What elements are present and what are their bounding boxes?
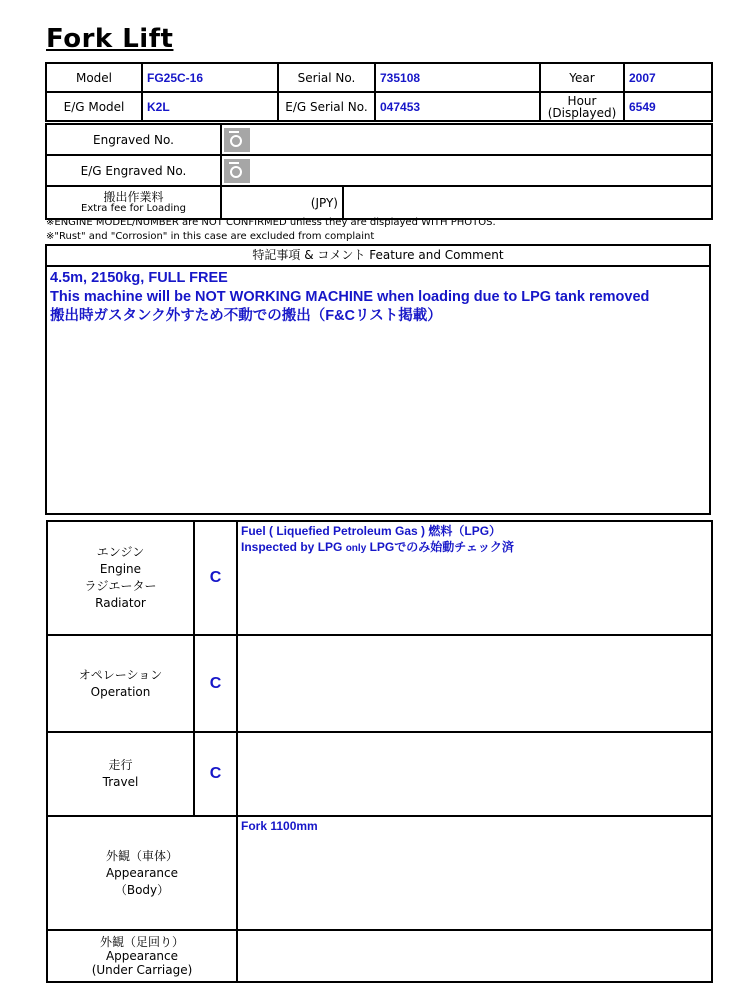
feature-body [47,267,709,328]
condition-row-engine [47,521,712,635]
document-title: Fork Lift [46,24,174,54]
body-comment: Fork 1100mm [237,816,712,930]
travel-comment [237,732,712,816]
eg-model-label: E/G Model [46,92,142,121]
spec-row-eg [46,92,712,121]
extra-fee-value [343,186,712,219]
eg-engraved-label: E/G Engraved No. [46,155,221,186]
under-carriage-comment [237,930,712,982]
under-label-en-2: (Under Carriage) [91,963,193,977]
engine-comment-line-1: Fuel ( Liquefied Petroleum Gas ) 燃料（LPG） [241,524,502,538]
eg-model-value: K2L [142,92,278,121]
engine-comment-part-b: only [345,543,367,554]
model-value: FG25C-16 [142,63,278,92]
extra-fee-label [46,186,221,219]
operation-comment [237,635,712,732]
camera-icon [224,159,250,183]
extra-fee-row [46,186,712,219]
serial-value: 735108 [375,63,540,92]
condition-row-operation [47,635,712,732]
notes [46,216,496,244]
travel-label [47,732,194,816]
feature-line-1: 4.5m, 2150kg, FULL FREE [50,270,228,286]
travel-label-jp: 走行 [108,758,133,772]
body-label-en-2: （Body） [114,882,170,897]
eg-serial-label: E/G Serial No. [278,92,375,121]
engine-grade: C [194,521,237,635]
operation-grade: C [194,635,237,732]
condition-table [46,520,713,983]
condition-row-under-carriage [47,930,712,982]
engraved-row [46,124,712,155]
condition-row-travel [47,732,712,816]
body-label-en-1: Appearance [105,865,179,880]
travel-label-en: Travel [102,775,139,789]
hour-label [540,92,624,121]
engine-comment-part-a: Inspected by LPG [241,540,346,554]
year-value: 2007 [624,63,712,92]
condition-row-body [47,816,712,930]
note-line-1: ※ENGINE MODEL/NUMBER are NOT CONFIRMED unless they are displayed WITH PHOTOS. [46,217,496,228]
feature-header: 特記事項 & コメント Feature and Comment [47,246,709,267]
eg-engraved-row [46,155,712,186]
eg-serial-value: 047453 [375,92,540,121]
radiator-label-jp: ラジエーター [84,579,157,593]
spec-table [45,62,713,122]
eg-engraved-value [221,155,712,186]
engraved-table [45,123,713,220]
radiator-label-en: Radiator [95,596,146,610]
hour-label-line2: (Displayed) [547,105,617,120]
operation-label-jp: オペレーション [78,667,163,682]
under-label-en-1: Appearance [105,949,179,963]
spec-row-model [46,63,712,92]
model-label: Model [46,63,142,92]
under-label-jp: 外観（足回り） [99,935,184,949]
engine-comment [237,521,712,635]
camera-icon [224,128,250,152]
engine-label-en: Engine [99,562,142,576]
hour-value: 6549 [624,92,712,121]
body-label [47,816,237,930]
operation-label [47,635,194,732]
note-line-2: ※"Rust" and "Corrosion" in this case are excluded from complaint [46,231,375,242]
engraved-value [221,124,712,155]
engine-comment-line-2 [241,539,708,557]
hour-label-line1: Hour [567,93,597,108]
engraved-label: Engraved No. [46,124,221,155]
engine-comment-part-c: LPGでのみ始動チェック済 [366,540,514,554]
body-label-jp: 外観（車体） [105,848,178,863]
serial-label: Serial No. [278,63,375,92]
engine-label [47,521,194,635]
extra-fee-label-jp: 搬出作業料 [103,189,164,204]
engine-label-jp: エンジン [96,545,145,559]
currency-label: (JPY) [221,186,343,219]
feature-line-2: This machine will be NOT WORKING MACHINE when loading due to LPG tank removed [50,289,650,305]
travel-grade: C [194,732,237,816]
year-label: Year [540,63,624,92]
feature-comment-box [45,244,711,515]
feature-line-3: 搬出時ガスタンク外すため不動での搬出（F&Cリスト掲載） [50,308,442,324]
extra-fee-label-en: Extra fee for Loading [81,202,186,214]
under-carriage-label [47,930,237,982]
operation-label-en: Operation [90,684,151,699]
